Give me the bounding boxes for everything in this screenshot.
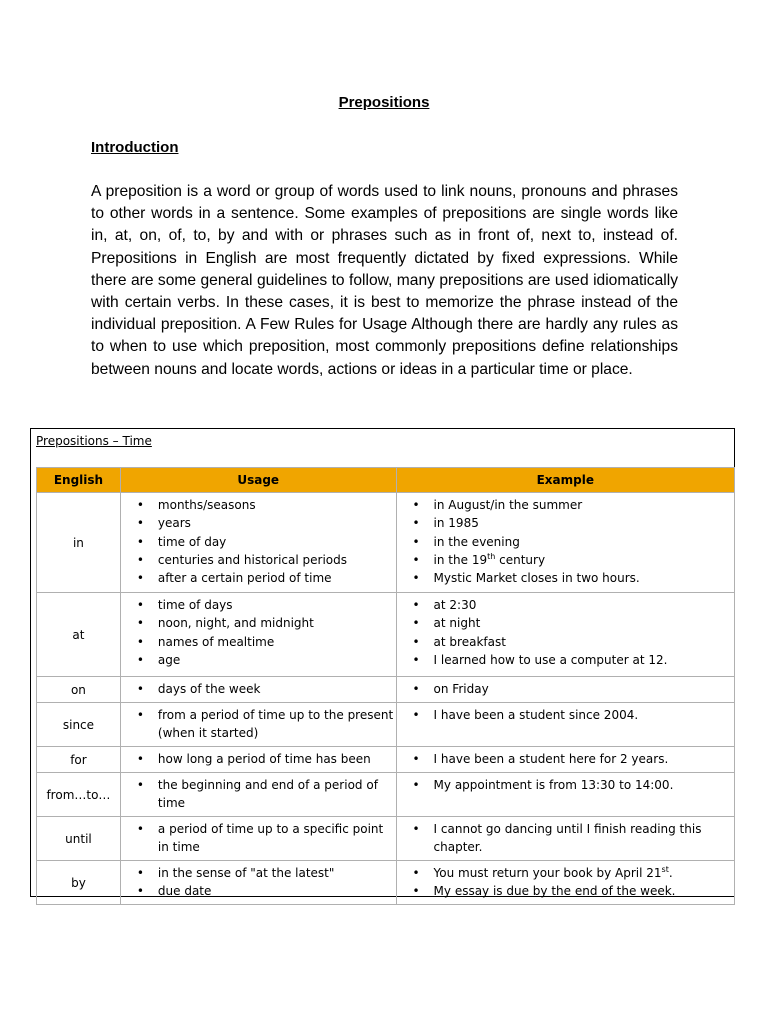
cell-usage [120, 593, 396, 677]
cell-example [396, 493, 734, 593]
table-header-row [37, 468, 735, 493]
cell-example [396, 817, 734, 861]
list-item: • a period of time up to a specific point in time [121, 820, 396, 857]
page-title: Prepositions [338, 94, 430, 111]
cell-usage [120, 703, 396, 747]
list-item: • time of days [121, 596, 396, 614]
list-item: • after a certain period of time [121, 569, 396, 587]
list-item: • I cannot go dancing until I finish reading this chapter. [397, 820, 734, 857]
list-item: • at 2:30 [397, 596, 734, 614]
cell-english: from…to… [37, 773, 121, 817]
cell-usage [120, 773, 396, 817]
cell-example [396, 593, 734, 677]
list-item: • in the evening [397, 533, 734, 551]
header-usage: Usage [120, 468, 396, 493]
list-item: • in August/in the summer [397, 496, 734, 514]
list-item: • age [121, 651, 396, 669]
cell-english: on [37, 677, 121, 703]
prepositions-time-table-box [30, 428, 735, 897]
list-item: • My essay is due by the end of the week. [397, 882, 734, 900]
cell-usage [120, 747, 396, 773]
table-row [37, 773, 735, 817]
example-list [397, 864, 734, 901]
example-list [397, 680, 734, 698]
cell-english: until [37, 817, 121, 861]
list-item: • You must return your book by April 21st. [397, 864, 734, 882]
cell-usage [120, 817, 396, 861]
list-item: • at breakfast [397, 633, 734, 651]
list-item: • noon, night, and midnight [121, 614, 396, 632]
example-list [397, 496, 734, 587]
header-example: Example [396, 468, 734, 493]
cell-example [396, 703, 734, 747]
list-item: • from a period of time up to the present (when it started) [121, 706, 396, 743]
example-list [397, 776, 734, 794]
usage-list [121, 750, 396, 768]
usage-list [121, 864, 396, 901]
intro-paragraph: A preposition is a word or group of words used to link nouns, pronouns and phrases to other words in a sentence. Some examples of prepositions are single words like in, at, on, of, to, by and with or phrases such as in front of, next to, instead of. Prepositions in English are most frequently dictated by fixed expressions. While there are some general guidelines to follow, many prepositions are used idiomatically with certain verbs. In these cases, it is best to memorize the phrase instead of the individual preposition. A Few Rules for Usage Although there are hardly any rules as to when to use which preposition, most commonly prepositions define relationships between nouns and locate words, actions or ideas in a particular time or place. [91, 183, 678, 378]
list-item: • how long a period of time has been [121, 750, 396, 768]
cell-example [396, 861, 734, 905]
example-list [397, 820, 734, 857]
list-item: • I have been a student here for 2 years. [397, 750, 734, 768]
list-item: • due date [121, 882, 396, 900]
list-item: • Mystic Market closes in two hours. [397, 569, 734, 587]
usage-list [121, 680, 396, 698]
example-list [397, 750, 734, 768]
list-item: • My appointment is from 13:30 to 14:00. [397, 776, 734, 794]
table-row [37, 817, 735, 861]
list-item: • days of the week [121, 680, 396, 698]
cell-example [396, 747, 734, 773]
list-item: • names of mealtime [121, 633, 396, 651]
table-caption: Prepositions – Time [36, 434, 152, 448]
cell-usage [120, 861, 396, 905]
usage-list [121, 706, 396, 743]
table-row [37, 677, 735, 703]
section-heading-introduction: Introduction [91, 139, 179, 156]
list-item: • I have been a student since 2004. [397, 706, 734, 724]
list-item: • at night [397, 614, 734, 632]
header-english: English [37, 468, 121, 493]
list-item: • years [121, 514, 396, 532]
table-row [37, 861, 735, 905]
list-item: • time of day [121, 533, 396, 551]
cell-english: by [37, 861, 121, 905]
table-row [37, 593, 735, 677]
list-item: • months/seasons [121, 496, 396, 514]
list-item: • the beginning and end of a period of time [121, 776, 396, 813]
prepositions-time-table [36, 467, 735, 905]
cell-english: since [37, 703, 121, 747]
cell-english: in [37, 493, 121, 593]
list-item: • centuries and historical periods [121, 551, 396, 569]
list-item: • in the sense of "at the latest" [121, 864, 396, 882]
example-list [397, 596, 734, 669]
cell-usage [120, 677, 396, 703]
list-item: • I learned how to use a computer at 12. [397, 651, 734, 669]
cell-example [396, 677, 734, 703]
usage-list [121, 496, 396, 587]
list-item: • on Friday [397, 680, 734, 698]
cell-usage [120, 493, 396, 593]
example-list [397, 706, 734, 724]
usage-list [121, 776, 396, 813]
cell-english: at [37, 593, 121, 677]
list-item: • in the 19th century [397, 551, 734, 569]
list-item: • in 1985 [397, 514, 734, 532]
cell-english: for [37, 747, 121, 773]
table-row [37, 703, 735, 747]
cell-example [396, 773, 734, 817]
table-row [37, 493, 735, 593]
table-body [37, 493, 735, 905]
usage-list [121, 820, 396, 857]
table-row [37, 747, 735, 773]
usage-list [121, 596, 396, 669]
